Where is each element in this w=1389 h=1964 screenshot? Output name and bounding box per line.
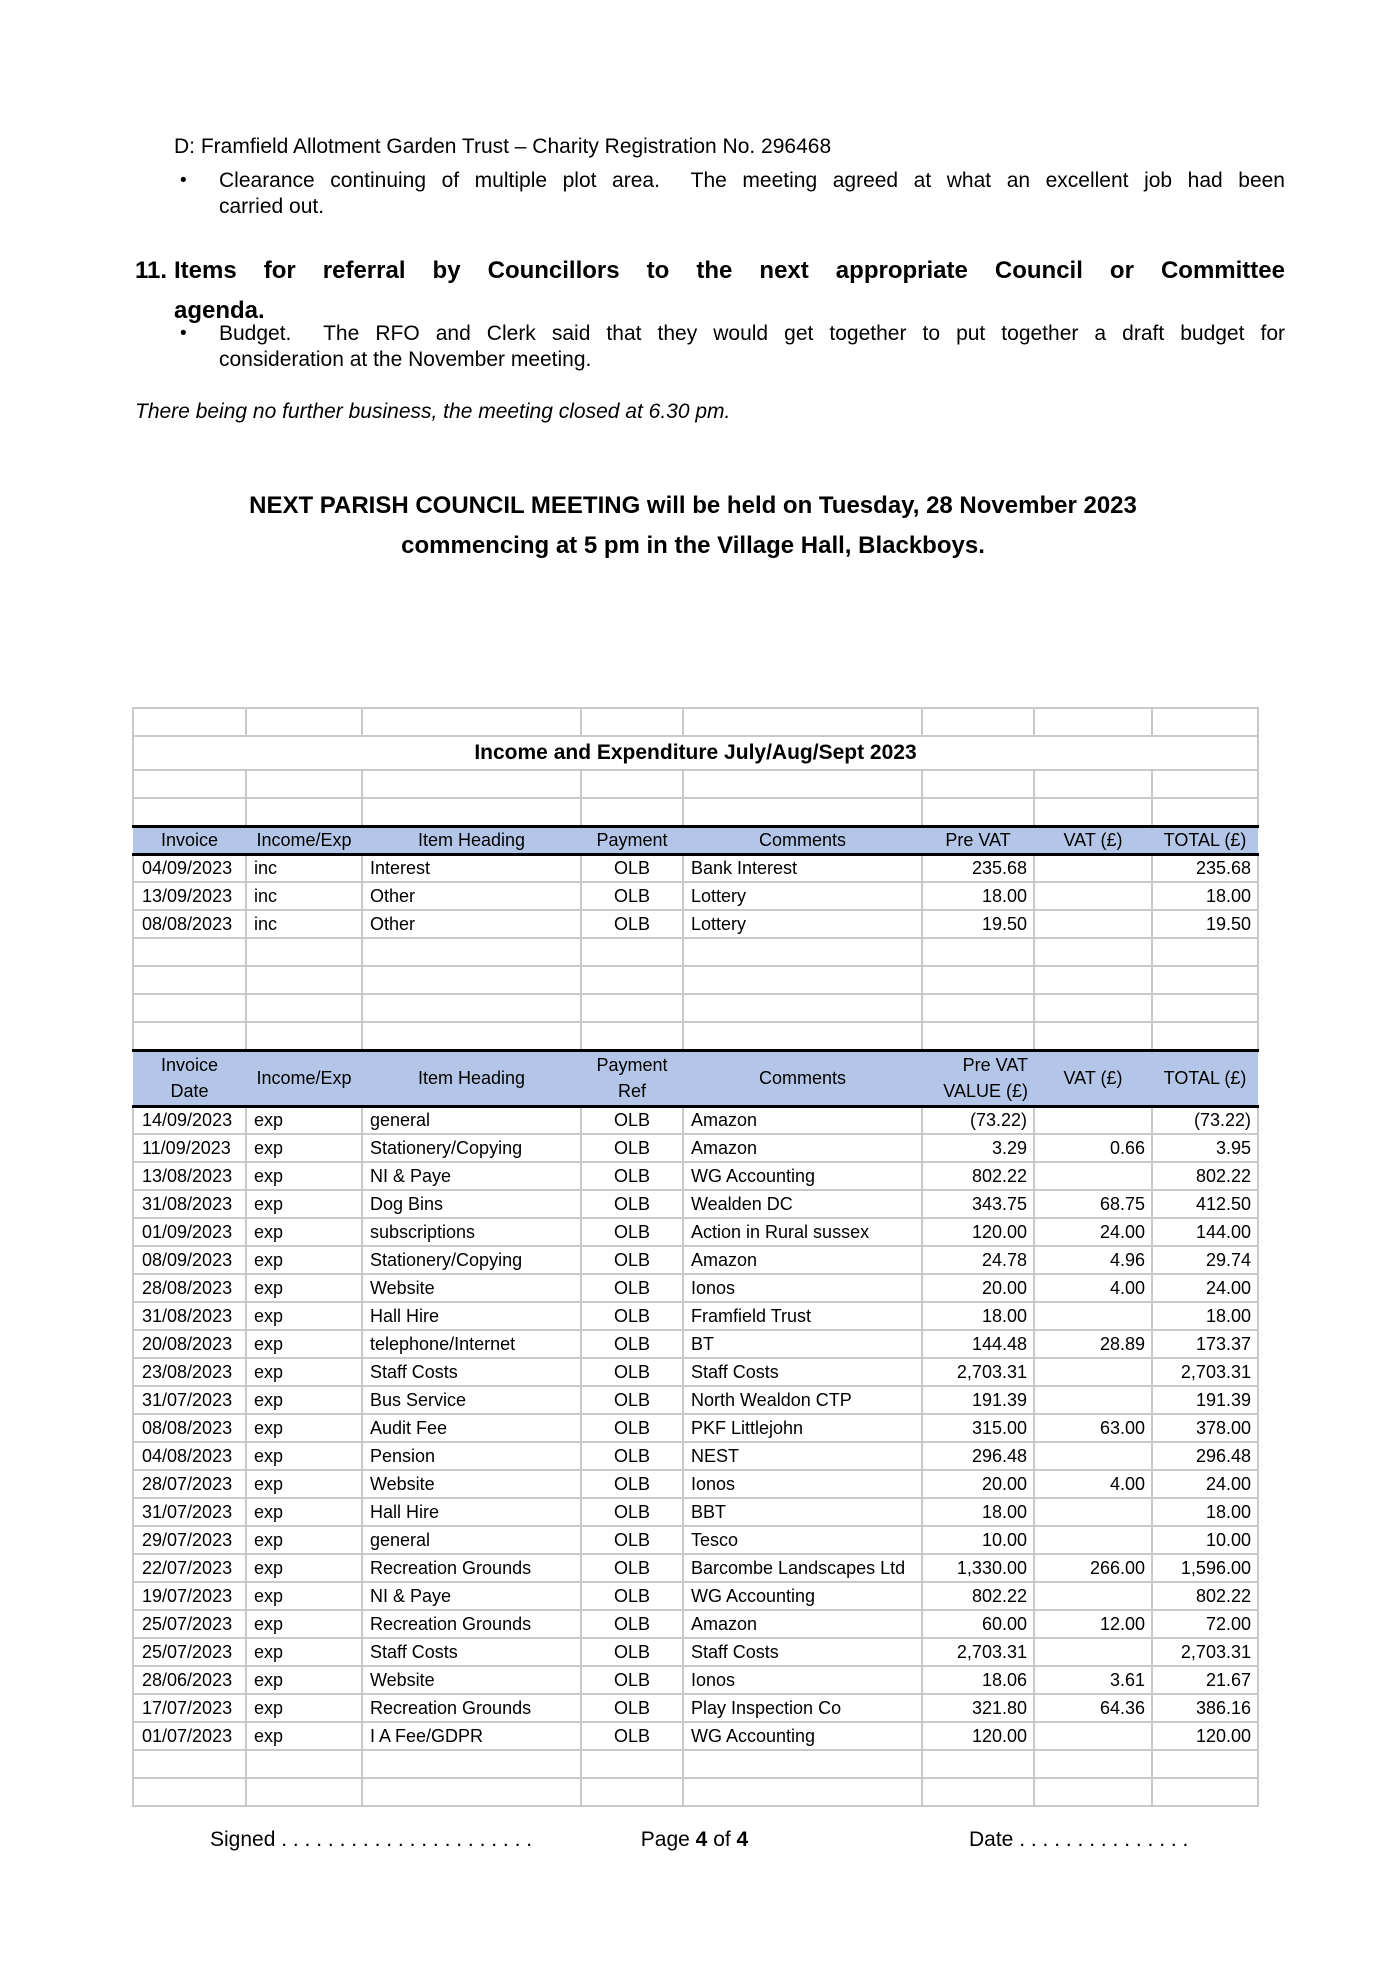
table-bottom-section	[133, 1750, 1258, 1806]
table-cell: Website	[362, 1274, 581, 1302]
table-cell: 321.80	[922, 1694, 1034, 1722]
table-row	[133, 1386, 1258, 1414]
table-cell: OLB	[581, 1414, 683, 1442]
table-cell: Ionos	[683, 1274, 922, 1302]
table-cell: 10.00	[922, 1526, 1034, 1554]
expenditure-rows-section	[133, 1106, 1258, 1750]
table-cell: 24.78	[922, 1246, 1034, 1274]
table-cell: exp	[246, 1554, 362, 1582]
income-header-row	[133, 826, 1258, 854]
table-cell: WG Accounting	[683, 1582, 922, 1610]
table-cell: exp	[246, 1442, 362, 1470]
table-cell: 2,703.31	[1152, 1358, 1258, 1386]
charity-registration-line: D: Framfield Allotment Garden Trust – Charity Registration No. 296468	[174, 135, 832, 158]
table-cell: BBT	[683, 1498, 922, 1526]
income-expenditure-table	[132, 707, 1259, 1807]
table-cell: subscriptions	[362, 1218, 581, 1246]
table-cell: 144.00	[1152, 1218, 1258, 1246]
table-cell: 29/07/2023	[133, 1526, 246, 1554]
table-cell: OLB	[581, 910, 683, 938]
table-cell: Lottery	[683, 882, 922, 910]
table-cell: exp	[246, 1106, 362, 1134]
table-cell: 1,596.00	[1152, 1554, 1258, 1582]
table-cell: PKF Littlejohn	[683, 1414, 922, 1442]
table-cell	[1034, 1442, 1152, 1470]
table-cell: 28/08/2023	[133, 1274, 246, 1302]
table-cell	[1034, 854, 1152, 882]
table-cell: 1,330.00	[922, 1554, 1034, 1582]
clearance-line-2: carried out.	[219, 195, 325, 218]
table-cell: Ionos	[683, 1666, 922, 1694]
table-cell: 24.00	[1152, 1274, 1258, 1302]
table-cell: inc	[246, 910, 362, 938]
table-cell: OLB	[581, 1106, 683, 1134]
table-cell: OLB	[581, 1582, 683, 1610]
clearance-bullet-text	[219, 168, 1285, 220]
table-cell: 17/07/2023	[133, 1694, 246, 1722]
table-title-row	[133, 736, 1258, 770]
table-title: Income and Expenditure July/Aug/Sept 2023	[133, 736, 1258, 770]
column-header: Item Heading	[362, 1050, 581, 1106]
table-cell: OLB	[581, 1470, 683, 1498]
empty-row	[133, 1778, 1258, 1806]
table-cell: Hall Hire	[362, 1302, 581, 1330]
table-cell: OLB	[581, 1694, 683, 1722]
table-cell: OLB	[581, 1386, 683, 1414]
table-row	[133, 1582, 1258, 1610]
table-cell: 21.67	[1152, 1666, 1258, 1694]
empty-row	[133, 994, 1258, 1022]
table-cell: exp	[246, 1246, 362, 1274]
table-row	[133, 910, 1258, 938]
table-cell: NI & Paye	[362, 1582, 581, 1610]
table-cell: 120.00	[922, 1218, 1034, 1246]
column-header: Pre VAT VALUE (£)	[922, 1050, 1034, 1106]
table-row	[133, 1526, 1258, 1554]
table-cell: exp	[246, 1190, 362, 1218]
table-cell: 31/07/2023	[133, 1498, 246, 1526]
table-cell: 343.75	[922, 1190, 1034, 1218]
table-row	[133, 1358, 1258, 1386]
page-total: 4	[736, 1828, 749, 1851]
table-cell: exp	[246, 1274, 362, 1302]
table-cell: 08/08/2023	[133, 1414, 246, 1442]
table-cell: OLB	[581, 1274, 683, 1302]
table-cell: I A Fee/GDPR	[362, 1722, 581, 1750]
table-cell: 18.00	[922, 1302, 1034, 1330]
table-cell: 296.48	[1152, 1442, 1258, 1470]
table-cell: Staff Costs	[683, 1358, 922, 1386]
empty-row	[133, 966, 1258, 994]
table-cell: Dog Bins	[362, 1190, 581, 1218]
table-cell: 25/07/2023	[133, 1638, 246, 1666]
table-cell: 23/08/2023	[133, 1358, 246, 1386]
table-cell: 64.36	[1034, 1694, 1152, 1722]
table-cell: OLB	[581, 1498, 683, 1526]
table-cell: exp	[246, 1386, 362, 1414]
column-header: Payment Ref	[581, 1050, 683, 1106]
table-cell: OLB	[581, 882, 683, 910]
table-cell: 13/08/2023	[133, 1162, 246, 1190]
table-cell: 2,703.31	[922, 1638, 1034, 1666]
table-cell: OLB	[581, 1302, 683, 1330]
date-line: Date . . . . . . . . . . . . . . .	[969, 1828, 1189, 1851]
page-number: 4	[695, 1828, 708, 1851]
table-cell: 4.00	[1034, 1470, 1152, 1498]
table-cell: exp	[246, 1358, 362, 1386]
table-cell: exp	[246, 1582, 362, 1610]
table-cell: Amazon	[683, 1246, 922, 1274]
table-cell: 3.29	[922, 1134, 1034, 1162]
table-cell: 20.00	[922, 1274, 1034, 1302]
table-cell: 19.50	[922, 910, 1034, 938]
table-cell: 802.22	[922, 1162, 1034, 1190]
table-cell: Framfield Trust	[683, 1302, 922, 1330]
table-row	[133, 1106, 1258, 1134]
table-cell: Amazon	[683, 1610, 922, 1638]
table-row	[133, 1414, 1258, 1442]
table-cell: exp	[246, 1218, 362, 1246]
table-cell: exp	[246, 1414, 362, 1442]
table-row	[133, 1638, 1258, 1666]
bullet-icon: •	[180, 170, 187, 191]
table-cell: 19.50	[1152, 910, 1258, 938]
table-cell: OLB	[581, 1722, 683, 1750]
table-cell	[1034, 1162, 1152, 1190]
table-cell: inc	[246, 882, 362, 910]
column-header: Comments	[683, 1050, 922, 1106]
table-cell	[1034, 1386, 1152, 1414]
table-cell: 04/09/2023	[133, 854, 246, 882]
table-cell: 235.68	[922, 854, 1034, 882]
table-cell: 18.00	[1152, 882, 1258, 910]
clearance-line-1: Clearance continuing of multiple plot area. The meeting agreed at what an excellent job had been	[219, 169, 1285, 192]
table-cell	[1034, 1498, 1152, 1526]
table-cell: 24.00	[1152, 1470, 1258, 1498]
table-cell: Website	[362, 1470, 581, 1498]
table-cell: Interest	[362, 854, 581, 882]
column-header: Item Heading	[362, 826, 581, 854]
table-cell: 20.00	[922, 1470, 1034, 1498]
table-cell: 191.39	[922, 1386, 1034, 1414]
column-header: Comments	[683, 826, 922, 854]
table-cell: Recreation Grounds	[362, 1554, 581, 1582]
table-cell: Staff Costs	[683, 1638, 922, 1666]
table-cell: Tesco	[683, 1526, 922, 1554]
meeting-closed-line: There being no further business, the meeting closed at 6.30 pm.	[135, 400, 731, 423]
table-cell	[1034, 1358, 1152, 1386]
table-cell: 08/09/2023	[133, 1246, 246, 1274]
table-cell: exp	[246, 1498, 362, 1526]
table-cell: 120.00	[922, 1722, 1034, 1750]
table-cell: 08/08/2023	[133, 910, 246, 938]
table-cell: exp	[246, 1722, 362, 1750]
table-row	[133, 1554, 1258, 1582]
table-cell	[1034, 910, 1152, 938]
table-cell: exp	[246, 1470, 362, 1498]
bullet-icon: •	[180, 323, 187, 344]
signed-line: Signed . . . . . . . . . . . . . . . . . . . . . .	[210, 1828, 533, 1851]
empty-row	[133, 798, 1258, 826]
table-row	[133, 1190, 1258, 1218]
table-cell: exp	[246, 1666, 362, 1694]
table-cell: 63.00	[1034, 1414, 1152, 1442]
table-cell: 31/07/2023	[133, 1386, 246, 1414]
table-cell: exp	[246, 1302, 362, 1330]
table-cell: exp	[246, 1694, 362, 1722]
table-cell: 0.66	[1034, 1134, 1152, 1162]
table-cell: OLB	[581, 1610, 683, 1638]
table-cell: 20/08/2023	[133, 1330, 246, 1358]
table-cell: 24.00	[1034, 1218, 1152, 1246]
table-cell: 378.00	[1152, 1414, 1258, 1442]
table-cell: Stationery/Copying	[362, 1134, 581, 1162]
table-cell: 412.50	[1152, 1190, 1258, 1218]
table-cell: OLB	[581, 854, 683, 882]
table-cell: OLB	[581, 1162, 683, 1190]
table-cell: 28.89	[1034, 1330, 1152, 1358]
notice-line-1: NEXT PARISH COUNCIL MEETING will be held on Tuesday, 28 November 2023	[249, 492, 1137, 519]
table-row	[133, 1442, 1258, 1470]
table-cell: 25/07/2023	[133, 1610, 246, 1638]
table-cell: Pension	[362, 1442, 581, 1470]
table-cell: OLB	[581, 1218, 683, 1246]
page-of-word: of	[713, 1828, 731, 1851]
table-cell: 18.00	[922, 1498, 1034, 1526]
table-row	[133, 1498, 1258, 1526]
table-cell: Stationery/Copying	[362, 1246, 581, 1274]
table-cell: OLB	[581, 1638, 683, 1666]
table-cell: 11/09/2023	[133, 1134, 246, 1162]
table-row	[133, 1666, 1258, 1694]
table-cell: OLB	[581, 1330, 683, 1358]
table-cell: 29.74	[1152, 1246, 1258, 1274]
table-cell: 191.39	[1152, 1386, 1258, 1414]
table-cell: 386.16	[1152, 1694, 1258, 1722]
table-cell: general	[362, 1106, 581, 1134]
table-row	[133, 854, 1258, 882]
table-cell: 01/09/2023	[133, 1218, 246, 1246]
income-rows-section	[133, 854, 1258, 938]
table-cell: 72.00	[1152, 1610, 1258, 1638]
table-cell: OLB	[581, 1358, 683, 1386]
table-cell: 2,703.31	[1152, 1638, 1258, 1666]
table-cell: Website	[362, 1666, 581, 1694]
table-cell: Bus Service	[362, 1386, 581, 1414]
empty-row	[133, 1022, 1258, 1050]
table-cell: 31/08/2023	[133, 1190, 246, 1218]
table-cell: Bank Interest	[683, 854, 922, 882]
table-cell: 60.00	[922, 1610, 1034, 1638]
table-cell: Play Inspection Co	[683, 1694, 922, 1722]
table-cell: OLB	[581, 1134, 683, 1162]
table-cell	[1034, 882, 1152, 910]
table-cell: Amazon	[683, 1106, 922, 1134]
table-row	[133, 1470, 1258, 1498]
table-cell: (73.22)	[1152, 1106, 1258, 1134]
table-cell: 144.48	[922, 1330, 1034, 1358]
table-cell: 266.00	[1034, 1554, 1152, 1582]
empty-row	[133, 938, 1258, 966]
table-cell	[1034, 1302, 1152, 1330]
table-cell: Staff Costs	[362, 1358, 581, 1386]
table-cell: Staff Costs	[362, 1638, 581, 1666]
table-row	[133, 1162, 1258, 1190]
table-cell: 22/07/2023	[133, 1554, 246, 1582]
table-cell: OLB	[581, 1666, 683, 1694]
table-cell: 18.00	[1152, 1498, 1258, 1526]
column-header: TOTAL (£)	[1152, 1050, 1258, 1106]
table-cell: OLB	[581, 1246, 683, 1274]
table-cell: 3.95	[1152, 1134, 1258, 1162]
table-cell: exp	[246, 1330, 362, 1358]
table-cell: 315.00	[922, 1414, 1034, 1442]
table-cell: 2,703.31	[922, 1358, 1034, 1386]
table-row	[133, 1330, 1258, 1358]
column-header: Income/Exp	[246, 826, 362, 854]
table-cell: exp	[246, 1610, 362, 1638]
table-cell	[1034, 1722, 1152, 1750]
table-row	[133, 1274, 1258, 1302]
spacer-section	[133, 938, 1258, 1050]
table-cell: Action in Rural sussex	[683, 1218, 922, 1246]
table-row	[133, 1610, 1258, 1638]
table-row	[133, 1694, 1258, 1722]
table-cell: 3.61	[1034, 1666, 1152, 1694]
table-cell	[1034, 1106, 1152, 1134]
table-cell: 235.68	[1152, 854, 1258, 882]
empty-row	[133, 770, 1258, 798]
table-cell	[1034, 1582, 1152, 1610]
table-cell: exp	[246, 1526, 362, 1554]
table-cell: 802.22	[1152, 1162, 1258, 1190]
table-cell: 28/06/2023	[133, 1666, 246, 1694]
table-cell: Recreation Grounds	[362, 1610, 581, 1638]
table-cell	[1034, 1638, 1152, 1666]
table-cell: 296.48	[922, 1442, 1034, 1470]
next-meeting-notice	[104, 486, 1282, 566]
table-cell: 12.00	[1034, 1610, 1152, 1638]
table-cell: 4.00	[1034, 1274, 1152, 1302]
table-cell: Recreation Grounds	[362, 1694, 581, 1722]
table-cell: Other	[362, 882, 581, 910]
table-cell: 10.00	[1152, 1526, 1258, 1554]
table-cell: 173.37	[1152, 1330, 1258, 1358]
heading-line-1: Items for referral by Councillors to the next appropriate Council or Committee	[174, 257, 1285, 284]
table-cell: 04/08/2023	[133, 1442, 246, 1470]
column-header: TOTAL (£)	[1152, 826, 1258, 854]
table-cell: OLB	[581, 1442, 683, 1470]
table-cell: exp	[246, 1638, 362, 1666]
table-cell: inc	[246, 854, 362, 882]
table-top-section	[133, 708, 1258, 854]
table-cell: exp	[246, 1134, 362, 1162]
table-cell: 18.06	[922, 1666, 1034, 1694]
column-header: VAT (£)	[1034, 1050, 1152, 1106]
table-cell: Barcombe Landscapes Ltd	[683, 1554, 922, 1582]
table-row	[133, 1218, 1258, 1246]
table-cell: 28/07/2023	[133, 1470, 246, 1498]
column-header: Pre VAT	[922, 826, 1034, 854]
budget-bullet-text	[219, 321, 1285, 373]
table-cell: 802.22	[922, 1582, 1034, 1610]
table-cell: BT	[683, 1330, 922, 1358]
notice-line-2: commencing at 5 pm in the Village Hall, Blackboys.	[401, 532, 985, 559]
table-cell: 31/08/2023	[133, 1302, 246, 1330]
table-cell: telephone/Internet	[362, 1330, 581, 1358]
empty-row	[133, 708, 1258, 736]
table-cell: Lottery	[683, 910, 922, 938]
clearance-bullet-item	[180, 168, 1285, 220]
table-cell: 14/09/2023	[133, 1106, 246, 1134]
column-header: Invoice	[133, 826, 246, 854]
column-header: Income/Exp	[246, 1050, 362, 1106]
empty-row	[133, 1750, 1258, 1778]
table-row	[133, 882, 1258, 910]
table-cell: North Wealdon CTP	[683, 1386, 922, 1414]
table-cell: 13/09/2023	[133, 882, 246, 910]
table-cell: Audit Fee	[362, 1414, 581, 1442]
heading-line-2: agenda.	[174, 297, 265, 324]
agenda-item-number: 11.	[135, 257, 168, 284]
column-header: Invoice Date	[133, 1050, 246, 1106]
table-row	[133, 1246, 1258, 1274]
table-cell: 18.00	[922, 882, 1034, 910]
budget-line-2: consideration at the November meeting.	[219, 348, 592, 371]
table-cell: WG Accounting	[683, 1722, 922, 1750]
table-cell: Hall Hire	[362, 1498, 581, 1526]
table-cell: 120.00	[1152, 1722, 1258, 1750]
table-cell: OLB	[581, 1526, 683, 1554]
table-cell: 01/07/2023	[133, 1722, 246, 1750]
table-cell: 18.00	[1152, 1302, 1258, 1330]
table-cell: exp	[246, 1162, 362, 1190]
table-cell: OLB	[581, 1554, 683, 1582]
table-cell: general	[362, 1526, 581, 1554]
page-word: Page	[640, 1828, 690, 1851]
table-cell: Amazon	[683, 1134, 922, 1162]
table-cell: Ionos	[683, 1470, 922, 1498]
table-row	[133, 1722, 1258, 1750]
expenditure-header-row	[133, 1050, 1258, 1106]
agenda-item-heading	[174, 251, 1285, 331]
table-row	[133, 1134, 1258, 1162]
column-header: Payment	[581, 826, 683, 854]
table-cell: 4.96	[1034, 1246, 1152, 1274]
table-cell: Wealden DC	[683, 1190, 922, 1218]
table-cell: NEST	[683, 1442, 922, 1470]
budget-line-1: Budget. The RFO and Clerk said that they would get together to put together a draft budget for	[219, 322, 1285, 345]
table-cell: 19/07/2023	[133, 1582, 246, 1610]
table-cell: 68.75	[1034, 1190, 1152, 1218]
table-row	[133, 1302, 1258, 1330]
table-cell: NI & Paye	[362, 1162, 581, 1190]
column-header: VAT (£)	[1034, 826, 1152, 854]
table-cell: Other	[362, 910, 581, 938]
table-cell	[1034, 1526, 1152, 1554]
table-cell: WG Accounting	[683, 1162, 922, 1190]
table-cell: (73.22)	[922, 1106, 1034, 1134]
budget-bullet-item	[180, 321, 1285, 373]
income-expenditure-table-wrap	[132, 707, 1257, 1807]
expenditure-header-section	[133, 1050, 1258, 1106]
table-cell: 802.22	[1152, 1582, 1258, 1610]
table-cell: OLB	[581, 1190, 683, 1218]
